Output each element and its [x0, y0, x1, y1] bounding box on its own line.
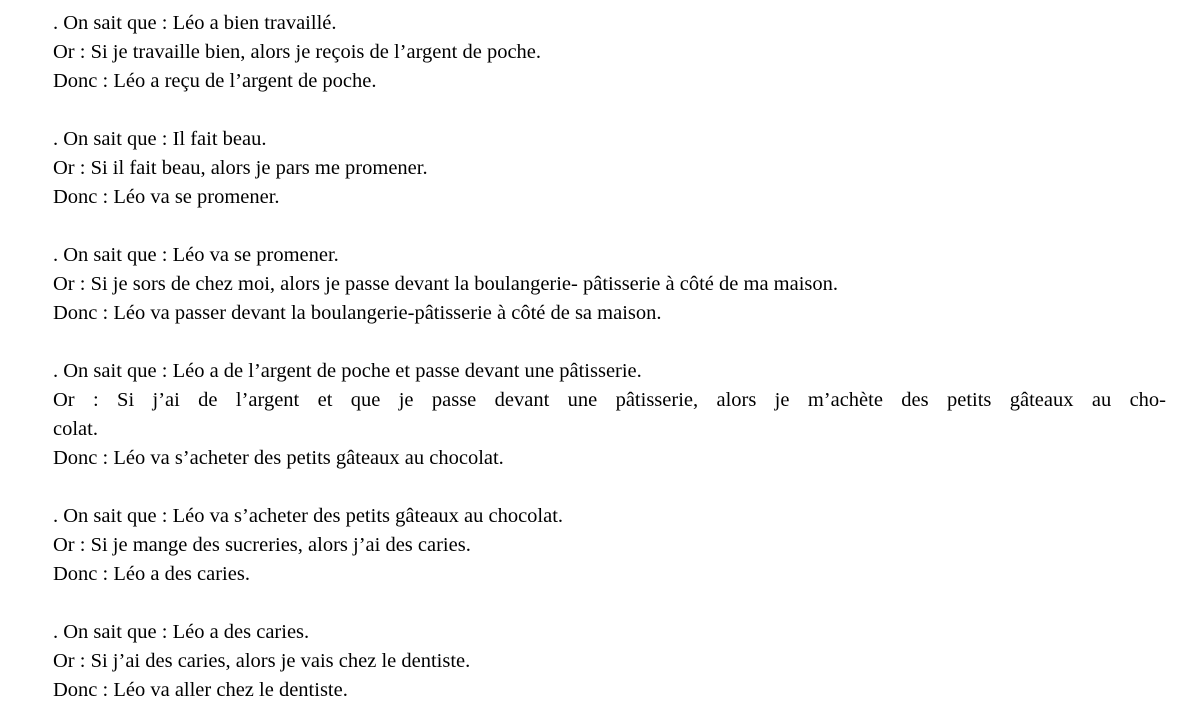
rule-line: Or : Si j’ai des caries, alors je vais chez le dentiste.: [53, 650, 471, 672]
conclusion-line: Donc : Léo va s’acheter des petits gâteaux au chocolat.: [53, 447, 504, 469]
syllogism-paragraph-4: [53, 357, 1166, 473]
premise-line: . On sait que : Léo va se promener.: [53, 244, 339, 266]
rule-line-wrapped: Or : Si j’ai de l’argent et que je passe devant une pâtisserie, alors je m’achète des petits gâteaux au cho-: [53, 389, 1166, 411]
conclusion-line: Donc : Léo a reçu de l’argent de poche.: [53, 70, 377, 92]
syllogism-paragraph-3: [53, 241, 1166, 328]
conclusion-line: Donc : Léo va aller chez le dentiste.: [53, 679, 348, 701]
rule-line-continuation: colat.: [53, 418, 98, 440]
conclusion-line: Donc : Léo a des caries.: [53, 563, 250, 585]
rule-line: Or : Si il fait beau, alors je pars me promener.: [53, 157, 428, 179]
syllogism-paragraph-2: [53, 125, 1166, 212]
premise-line: . On sait que : Léo va s’acheter des petits gâteaux au chocolat.: [53, 505, 564, 527]
conclusion-line: Donc : Léo va se promener.: [53, 186, 280, 208]
syllogism-paragraph-5: [53, 502, 1166, 589]
rule-line: Or : Si je mange des sucreries, alors j’ai des caries.: [53, 534, 471, 556]
syllogism-paragraph-6: [53, 618, 1166, 705]
premise-line: . On sait que : Il fait beau.: [53, 128, 267, 150]
premise-line: . On sait que : Léo a des caries.: [53, 621, 310, 643]
premise-line: . On sait que : Léo a de l’argent de poche et passe devant une pâtisserie.: [53, 360, 642, 382]
syllogism-paragraph-1: [53, 9, 1166, 96]
rule-line: Or : Si je sors de chez moi, alors je passe devant la boulangerie- pâtisserie à côté de ma maison.: [53, 273, 839, 295]
rule-line: Or : Si je travaille bien, alors je reçois de l’argent de poche.: [53, 41, 542, 63]
premise-line: . On sait que : Léo a bien travaillé.: [53, 12, 337, 34]
conclusion-line: Donc : Léo va passer devant la boulangerie-pâtisserie à côté de sa maison.: [53, 302, 662, 324]
